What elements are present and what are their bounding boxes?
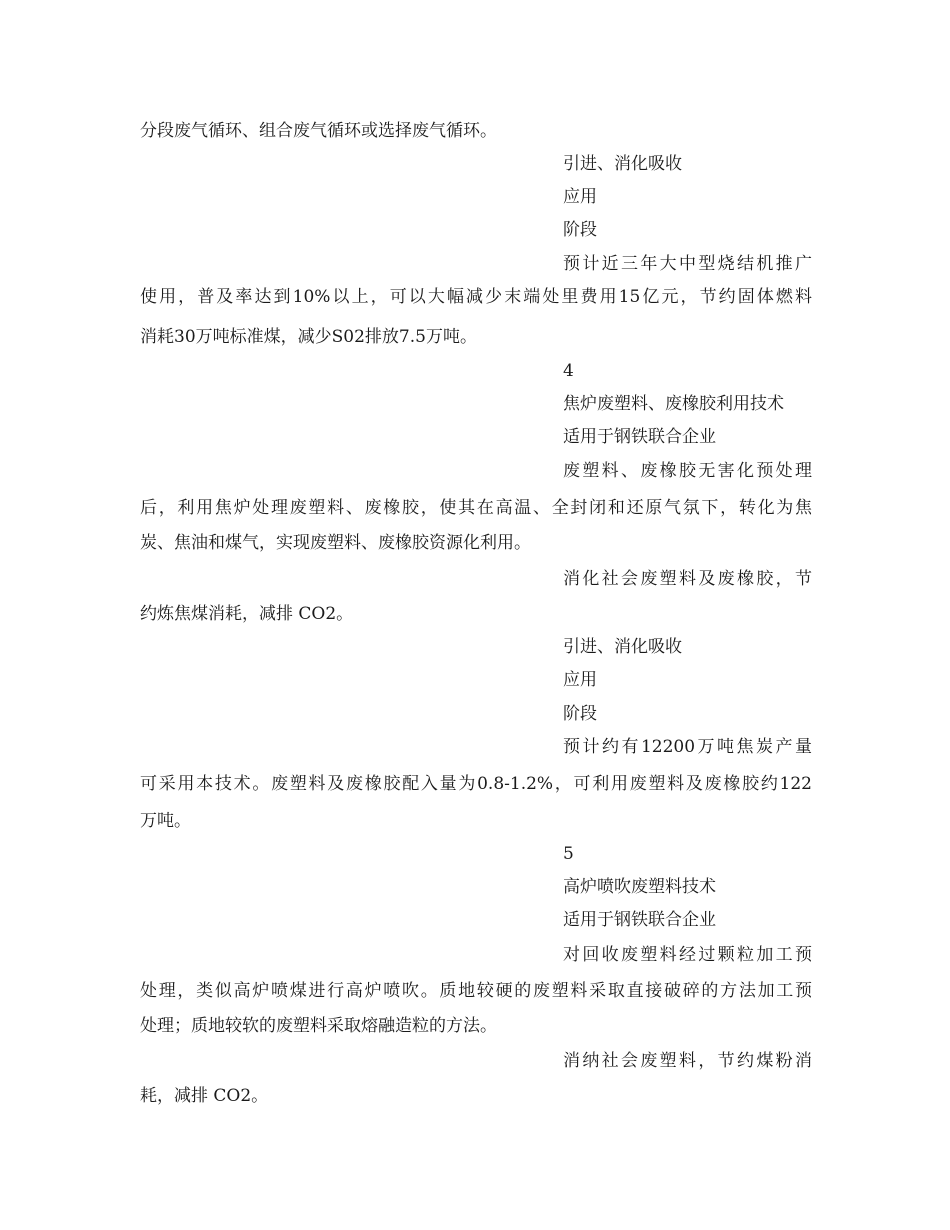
text-line: 预计约有12200万吨焦炭产量 — [563, 737, 812, 757]
text-line: 消耗30万吨标准煤，减少S02排放7.5万吨。 — [140, 327, 477, 347]
text-line: 焦炉废塑料、废橡胶利用技术 — [563, 394, 784, 414]
text-line: 5 — [563, 844, 574, 864]
text-line: 应用 — [563, 670, 597, 690]
text-line: 对回收废塑料经过颗粒加工预 — [563, 945, 812, 965]
text-line: 阶段 — [563, 704, 597, 724]
text-line: 炭、焦油和煤气，实现废塑料、废橡胶资源化利用。 — [140, 533, 531, 553]
text-line: 预计近三年大中型烧结机推广 — [563, 254, 812, 274]
text-line: 高炉喷吹废塑料技术 — [563, 877, 716, 897]
text-line: 处理，类似高炉喷煤进行高炉喷吹。质地较硬的废塑料采取直接破碎的方法加工预 — [140, 981, 812, 1001]
text-line: 适用于钢铁联合企业 — [563, 427, 716, 447]
text-line: 约炼焦煤消耗，减排 CO2。 — [140, 604, 354, 624]
text-line: 消化社会废塑料及废橡胶，节 — [563, 569, 812, 589]
text-line: 处理；质地较软的废塑料采取熔融造粒的方法。 — [140, 1016, 497, 1036]
text-line: 耗，减排 CO2。 — [140, 1086, 269, 1106]
text-line: 引进、消化吸收 — [563, 154, 682, 174]
text-line: 分段废气循环、组合废气循环或选择废气循环。 — [140, 121, 497, 141]
text-line: 引进、消化吸收 — [563, 637, 682, 657]
text-line: 使用，普及率达到10%以上，可以大幅减少末端处里费用15亿元，节约固体燃料 — [140, 287, 812, 307]
text-line: 可采用本技术。废塑料及废橡胶配入量为0.8-1.2%，可利用废塑料及废橡胶约122 — [140, 774, 812, 794]
text-line: 万吨。 — [140, 811, 191, 831]
text-line: 后，利用焦炉处理废塑料、废橡胶，使其在高温、全封闭和还原气氛下，转化为焦 — [140, 498, 812, 518]
text-line: 4 — [563, 361, 574, 381]
text-line: 废塑料、废橡胶无害化预处理 — [563, 461, 812, 481]
text-line: 应用 — [563, 187, 597, 207]
text-line: 消纳社会废塑料，节约煤粉消 — [563, 1051, 812, 1071]
text-line: 适用于钢铁联合企业 — [563, 910, 716, 930]
text-line: 阶段 — [563, 220, 597, 240]
